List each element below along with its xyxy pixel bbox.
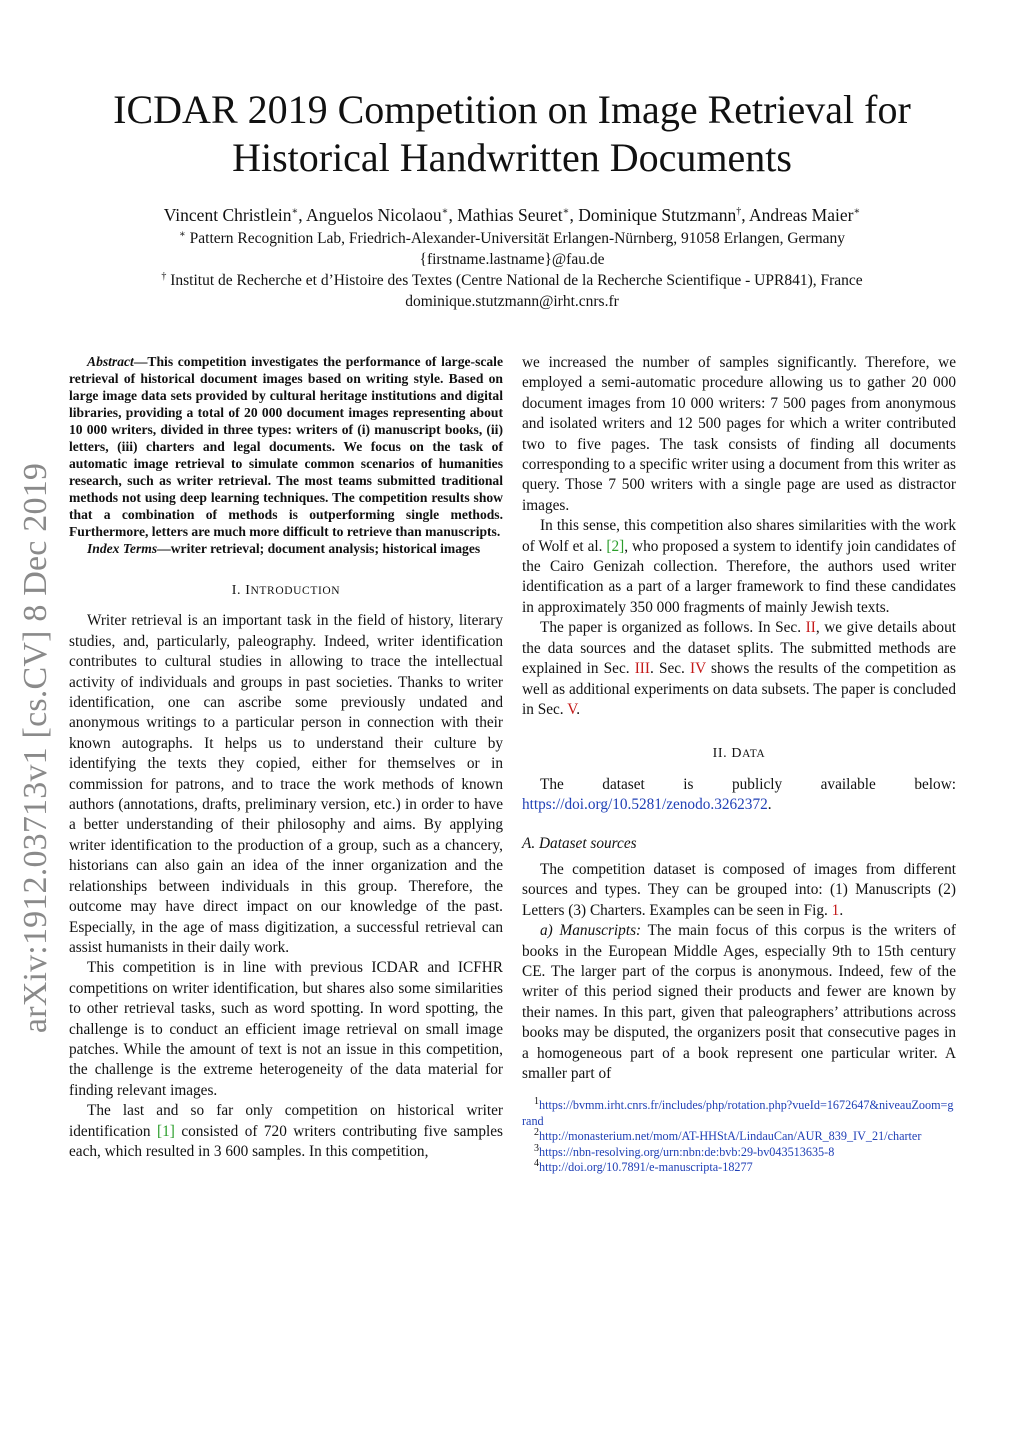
footnote-number: 1	[534, 1096, 539, 1108]
abstract-label: Abstract	[87, 354, 134, 369]
arxiv-stamp	[16, 455, 56, 1040]
intro-paragraph-4	[522, 516, 956, 618]
footnote-url[interactable]: https://bvmm.irht.cnrs.fr/includes/php/rotation.php?vueId=1672647&niveauZoom=grand	[522, 1098, 954, 1128]
text-run: The dataset is publicly available below:	[540, 775, 956, 793]
citation-link-1[interactable]: [1]	[157, 1122, 175, 1140]
section-link-iv[interactable]: IV	[690, 660, 706, 678]
footnotes	[522, 1098, 956, 1176]
index-terms-label: Index Terms	[87, 541, 158, 556]
section-number: II.	[712, 746, 732, 762]
footnote-url[interactable]: http://doi.org/10.7891/e-manuscripta-18277	[539, 1160, 753, 1175]
intro-paragraph-3-continued: we increased the number of samples significantly. Therefore, we employed a semi-automatic procedure allowing us to gather 20 000 document images from 10 000 writers: 7 500 pages from anonymous and isolated writers and 12 500 pages for which a writer contributed two to five pages. The task consists of finding all documents corresponding to a specific writer using a document from this writer as query. Those 7 500 writers with a single page are used as distractor images.	[522, 354, 956, 514]
affiliation-mark: ∗	[291, 206, 299, 218]
footnote-number: 3	[534, 1142, 539, 1154]
author-name: Vincent Christlein	[163, 205, 292, 225]
affiliation-mark: ∗	[441, 206, 449, 218]
text-run: , who proposed a system to identify join candidates of the Cairo Genizah collection. Therefore, the authors used writer identification as a part of a larger framework to find these candidates in approximately 350 000 fragments of mainly Jewish texts.	[522, 537, 956, 616]
heading-rest: ATA	[742, 748, 766, 761]
affiliation-irht	[80, 270, 944, 291]
abstract-text: —This competition investigates the performance of large-scale retrieval of historical document images based on writing style. Based on large image data sets provided by cultural heritage institutions and digital libraries, providing a total of 20 000 document images representing about 10 000 writers, divided in three types: writers of (i) manuscript books, (ii) letters, (iii) charters and legal documents. We focus on the task of automatic image retrieval to simulate common scenarios of humanities research, such as writer retrieval. The most teams submitted traditional methods not using deep learning techniques. The competition results show that a combination of methods is outperforming single methods. Furthermore, letters are much more difficult to retrieve than manuscripts.	[69, 354, 503, 539]
heading-rest: NTRODUCTION	[250, 585, 341, 597]
footnote	[522, 1142, 956, 1161]
footnote	[522, 1160, 956, 1176]
text-run: .	[839, 901, 844, 919]
heading-initial: D	[731, 746, 743, 762]
footnote-number: 4	[534, 1158, 539, 1170]
dataset-doi-link[interactable]: https://doi.org/10.5281/zenodo.3262372	[522, 796, 768, 814]
author-block	[80, 205, 944, 312]
title-line-2: Historical Handwritten Documents	[232, 135, 792, 180]
affiliation-mark: ∗	[853, 206, 861, 218]
heading-initial: I	[245, 583, 251, 598]
title-line-1: ICDAR 2019 Competition on Image Retrieval for	[113, 87, 911, 132]
arxiv-stamp-text: arXiv:1912.03713v1 [cs.CV] 8 Dec 2019	[17, 462, 55, 1033]
affiliation-mark: ∗	[562, 206, 570, 218]
text-run: .	[576, 700, 581, 718]
footnote-url[interactable]: http://monasterium.net/mom/AT-HHStA/LindauCan/AUR_839_IV_21/charter	[539, 1129, 922, 1144]
text-run: In this sense, this competition also shares similarities with the work of Wolf et al.	[522, 517, 956, 555]
paper-title	[80, 86, 944, 182]
affiliation-irht-email: dominique.stutzmann@irht.cnrs.fr	[405, 293, 619, 310]
intro-paragraph-2: This competition is in line with previous ICDAR and ICFHR competitions on writer identification, but shares also some similarities to other retrieval tasks, such as word spotting. In word spotting, the challenge is to conduct an efficient image retrieval on small image patches. While the amount of text is not an issue in this competition, the challenge is the extreme heterogeneity of the data material for finding relevant images.	[69, 959, 503, 1099]
author-name: , Andreas Maier	[741, 205, 854, 225]
intro-paragraph-1: Writer retrieval is an important task in the field of history, literary studies, and, particularly, paleography. Indeed, writer identification contributes to cultural studies in allowing to trace the intellectual activity of individuals and groups in past societies. Thanks to writer identification, one can ascribe some previously undated and anonymous writings to a particular person in connection with their known autographs. It helps us to understand their culture by identifying the texts they copied, either for themselves or in commission for patrons, and to trace the work methods of known authors (annotations, drafts, preliminary version, etc.) in order to have a better understanding of their philosophy and aims. By applying writer identification to the production of a group, such as a chancery, historians can also gain an idea of the inner organization and the relationships between individuals in this group. Therefore, the outcome may have direct impact on our knowledge of the past. Especially, in the age of mass digitization, a successful retrieval can assist humanists in their daily work.	[69, 612, 503, 956]
footnote-number: 2	[534, 1127, 539, 1139]
text-run: consisted of 720 writers contributing five samples each, which resulted in 3 600 samples. In this competition,	[69, 1122, 503, 1160]
affiliation-lab-email: {firstname.lastname}@fau.de	[419, 251, 605, 268]
footnote-url[interactable]: https://nbn-resolving.org/urn:nbn:de:bvb:29-bv043513635-8	[539, 1144, 835, 1159]
index-terms	[69, 540, 503, 557]
text-run: The paper is organized as follows. In Sec.	[540, 619, 806, 637]
text-run: .	[767, 796, 772, 814]
footnote	[522, 1098, 956, 1129]
figure-link-1[interactable]: 1	[831, 901, 840, 919]
affiliation-text: Institut de Recherche et d’Histoire des Textes (Centre National de la Recherche Scientifique - UPR841), France	[166, 272, 863, 289]
section-heading-introduction	[69, 581, 503, 601]
section-link-v[interactable]: V	[567, 700, 577, 718]
right-column	[522, 353, 956, 1176]
intro-paragraph-5	[522, 618, 956, 720]
affiliation-mark: ∗	[178, 228, 186, 240]
data-paragraph-2	[522, 860, 956, 921]
footnote	[522, 1129, 956, 1145]
affiliation-mark: †	[736, 206, 742, 218]
subsection-heading-dataset-sources: A. Dataset sources	[522, 834, 637, 852]
intro-paragraph-3	[69, 1101, 503, 1162]
affiliation-mark: †	[161, 270, 167, 282]
section-number: I.	[231, 583, 246, 598]
data-paragraph-1	[522, 775, 956, 816]
section-heading-data	[522, 744, 956, 764]
left-column	[69, 353, 503, 1162]
author-name: , Dominique Stutzmann	[569, 205, 737, 225]
abstract	[69, 353, 503, 540]
text-run: The last and so far only competition on historical writer identification	[69, 1102, 503, 1140]
affiliation-text: Pattern Recognition Lab, Friedrich-Alexander-Universität Erlangen-Nürnberg, 91058 Erlangen, Germany	[185, 230, 846, 247]
index-terms-text: —writer retrieval; document analysis; historical images	[157, 541, 481, 556]
text-run: The competition dataset is composed of images from different sources and types. They can be grouped into: (1) Manuscripts (2) Letters (3) Charters. Examples can be seen in Fig.	[522, 860, 956, 919]
data-paragraph-manuscripts	[522, 921, 956, 1084]
paragraph-title: a) Manuscripts:	[540, 922, 642, 940]
citation-link-2[interactable]: [2]	[606, 537, 625, 555]
text-run: , we give details about the data sources and the dataset splits. The submitted methods are explained in Sec.	[522, 619, 956, 678]
affiliation-lab	[80, 228, 944, 249]
author-name: , Mathias Seuret	[448, 205, 563, 225]
text-run: The main focus of this corpus is the writers of books in the European Middle Ages, especially 9th to 15th century CE. The larger part of the corpus is anonymous. Indeed, few of the writer of this period signed their products and fewer are known by their names. In this part, given that paleographers’ attributions across books may be disputed, the organizers posit that consecutive pages in a homogeneous part of a book represent one particular writer. A smaller part of	[522, 922, 956, 1082]
text-run: shows the results of the competition as well as additional experiments on data subsets. The paper is concluded in Sec.	[522, 660, 957, 718]
author-name: , Anguelos Nicolaou	[298, 205, 442, 225]
author-names	[80, 205, 944, 226]
section-link-ii[interactable]: II	[805, 619, 816, 637]
section-link-iii[interactable]: III	[634, 660, 650, 678]
text-run: . Sec.	[650, 660, 691, 678]
